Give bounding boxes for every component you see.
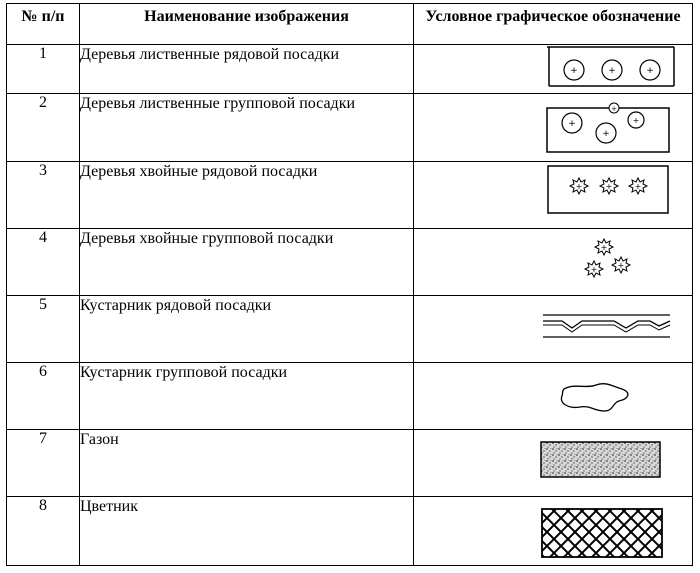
svg-text:+: +: [632, 116, 640, 125]
table-row: [7, 296, 693, 363]
header-row: [7, 4, 693, 45]
row-symbol: [414, 229, 693, 296]
svg-text:+: +: [602, 129, 610, 139]
table-row: [7, 229, 693, 296]
row-number: 6: [7, 363, 80, 430]
row-number: 7: [7, 430, 80, 497]
svg-text:+: +: [617, 261, 625, 270]
table-row: [7, 162, 693, 229]
row-number: 1: [7, 45, 80, 94]
row-number: 5: [7, 296, 80, 363]
header-name: Наименование изображения: [80, 4, 414, 45]
deciduous-row-symbol-icon: [414, 45, 693, 93]
shrub-row-symbol-icon: [414, 296, 693, 362]
legend-sheet: [6, 3, 693, 566]
row-symbol: [414, 45, 693, 94]
svg-text:+: +: [570, 66, 578, 76]
row-name: Кустарник групповой посадки: [80, 363, 414, 430]
table-row: [7, 45, 693, 94]
table-row: [7, 363, 693, 430]
row-symbol: [414, 94, 693, 162]
table-row: [7, 497, 693, 566]
table-row: [7, 94, 693, 162]
row-symbol: [414, 162, 693, 229]
row-name: Цветник: [80, 497, 414, 566]
flowerbed-symbol-icon: [414, 497, 693, 565]
row-name: Деревья хвойные рядовой посадки: [80, 162, 414, 229]
conifer-row-symbol-icon: [414, 162, 693, 228]
svg-text:+: +: [590, 265, 598, 274]
svg-text:+: +: [600, 243, 608, 252]
svg-text:+: +: [634, 182, 642, 191]
table-row: [7, 430, 693, 497]
row-name: Деревья лиственные групповой посадки: [80, 94, 414, 162]
header-number: № п/п: [7, 4, 80, 45]
row-symbol: [414, 296, 693, 363]
svg-text:+: +: [608, 66, 616, 76]
deciduous-group-symbol-icon: [414, 94, 693, 161]
row-number: 3: [7, 162, 80, 229]
svg-text:+: +: [646, 66, 654, 76]
row-symbol: [414, 497, 693, 566]
row-symbol: [414, 430, 693, 497]
row-name: Газон: [80, 430, 414, 497]
legend-table: [6, 3, 693, 566]
row-name: Деревья лиственные рядовой посадки: [80, 45, 414, 94]
row-symbol: [414, 363, 693, 430]
svg-text:+: +: [575, 182, 583, 191]
svg-text:+: +: [611, 105, 617, 113]
row-number: 8: [7, 497, 80, 566]
svg-text:+: +: [568, 119, 576, 129]
row-number: 4: [7, 229, 80, 296]
row-name: Деревья хвойные групповой посадки: [80, 229, 414, 296]
shrub-group-symbol-icon: [414, 363, 693, 429]
row-number: 2: [7, 94, 80, 162]
row-name: Кустарник рядовой посадки: [80, 296, 414, 363]
lawn-symbol-icon: [414, 430, 693, 496]
header-symbol: Условное графическое обозначение: [414, 4, 693, 45]
svg-text:+: +: [605, 182, 613, 191]
conifer-group-symbol-icon: [414, 229, 693, 295]
